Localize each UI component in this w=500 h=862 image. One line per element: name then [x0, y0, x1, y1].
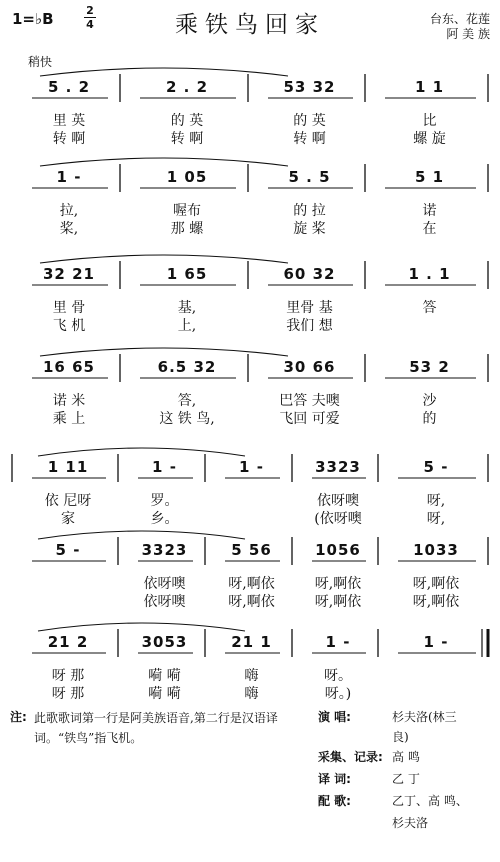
measure-notes: 1056	[315, 541, 361, 559]
lyric-line-1: 答	[422, 300, 437, 316]
slur	[40, 68, 288, 76]
credit-label: 译 词:	[318, 772, 351, 786]
footnote-label: 注:	[10, 710, 27, 724]
lyric-line-2: 这 铁 鸟,	[159, 411, 215, 427]
lyric-line-2: 呀,	[426, 511, 446, 527]
tempo-marking: 稍快	[28, 55, 53, 69]
measure-notes: 30 66	[283, 358, 336, 376]
measure-notes: 1 -	[56, 168, 82, 186]
measure-notes: 1 11	[47, 458, 89, 476]
slur	[40, 158, 288, 166]
measure-notes: 1 -	[423, 633, 449, 651]
origin-tribe: 阿 美 族	[446, 27, 490, 41]
lyric-line-1: 嗨	[244, 668, 259, 684]
slur	[40, 348, 288, 356]
measure-notes: 5 . 5	[288, 168, 331, 186]
credit-value: 乙 丁	[392, 772, 420, 786]
lyric-line-1: 依呀噢	[317, 493, 359, 509]
lyric-line-2: 嗨	[244, 686, 259, 702]
lyric-line-1: 里骨 基	[286, 300, 333, 316]
lyric-line-2: 呀。)	[324, 686, 352, 702]
lyric-line-2: 的	[422, 411, 437, 427]
slur	[40, 255, 288, 263]
measure-notes: 5 1	[414, 168, 445, 186]
credit-label: 采集、记录:	[318, 750, 383, 764]
lyric-line-1: 呀。	[324, 668, 352, 684]
lyric-line-1: 呀,	[426, 493, 446, 509]
lyric-line-2: 呀 那	[51, 686, 85, 702]
lyric-line-2: 呀,啊依	[228, 594, 275, 610]
lyric-line-1: 呀,啊依	[314, 576, 362, 592]
lyric-line-2: 飞 机	[52, 318, 86, 334]
lyric-line-1: 里 骨	[52, 300, 86, 316]
lyric-line-1: 呀,啊依	[228, 576, 275, 592]
measure-notes: 1 -	[325, 633, 351, 651]
lyric-line-1: 的 英	[293, 113, 326, 129]
measure-notes: 1 -	[152, 458, 177, 476]
lyric-line-2: 螺 旋	[413, 131, 446, 147]
lyric-line-2: 呀,啊依	[412, 594, 460, 610]
measure-notes: 1 65	[166, 265, 208, 283]
lyric-line-1: 沙	[422, 393, 437, 409]
lyric-line-1: 巴答 夫噢	[279, 393, 340, 409]
measure-notes: 3323	[141, 541, 188, 559]
measure-notes: 1 . 1	[408, 265, 451, 283]
credit-value: 高 鸣	[392, 750, 420, 764]
lyric-line-2: 乡。	[150, 511, 179, 527]
credit-label: 演 唱:	[318, 710, 351, 724]
lyric-line-1: 喔布	[173, 203, 201, 219]
song-title: 乘铁鸟回家	[175, 12, 325, 38]
measure-notes: 5 -	[423, 458, 449, 476]
lyric-line-1: 呀 那	[51, 668, 85, 684]
slur	[38, 448, 245, 456]
measure-notes: 21 2	[47, 633, 89, 651]
measure-notes: 1 -	[239, 458, 264, 476]
measure-notes: 1 05	[166, 168, 208, 186]
measure-notes: 5 -	[55, 541, 81, 559]
lyric-line-2: (依呀噢	[314, 511, 362, 527]
measure-notes: 21 1	[231, 633, 272, 651]
measure-notes: 1 1	[414, 78, 445, 96]
lyric-line-2: 转 啊	[170, 131, 204, 147]
lyric-line-1: 罗。	[150, 493, 179, 509]
lyric-line-1: 里 英	[52, 113, 86, 129]
lyric-line-2: 嗬 嗬	[148, 686, 181, 702]
lyric-line-2: 旋 桨	[293, 221, 326, 237]
slur	[38, 531, 245, 539]
lyric-line-1: 的 英	[170, 113, 204, 129]
lyric-line-1: 诺	[422, 203, 437, 219]
lyric-line-1: 呀,啊依	[412, 576, 460, 592]
measure-notes: 5 56	[231, 541, 272, 559]
lyric-line-2: 依呀噢	[143, 594, 186, 610]
credit-value: 杉夫洛(林三	[392, 710, 457, 724]
measure-notes: 2 . 2	[165, 78, 209, 96]
measure-notes: 3053	[141, 633, 188, 651]
measure-notes: 60 32	[283, 265, 336, 283]
measure-notes: 1033	[413, 541, 459, 559]
measure-notes: 53 2	[409, 358, 450, 376]
lyric-line-2: 呀,啊依	[314, 594, 362, 610]
credit-label: 配 歌:	[318, 794, 351, 808]
credit-value: 杉夫洛	[392, 816, 429, 830]
measure-notes: 5 . 2	[47, 78, 91, 96]
lyric-line-2: 桨,	[59, 221, 79, 237]
lyric-line-1: 依 尼呀	[44, 493, 92, 509]
meter-top: 2	[86, 4, 94, 17]
measure-notes: 6.5 32	[157, 358, 217, 376]
lyric-line-2: 乘 上	[52, 411, 86, 427]
measure-notes: 16 65	[43, 358, 95, 376]
lyric-line-1: 答,	[177, 393, 197, 409]
measure-notes: 3323	[315, 458, 361, 476]
lyric-line-1: 诺 米	[52, 393, 86, 409]
lyric-line-1: 基,	[177, 300, 197, 316]
slur	[38, 623, 245, 631]
lyric-line-2: 在	[422, 221, 437, 237]
measure-notes: 32 21	[43, 265, 95, 283]
lyric-line-2: 飞回 可爱	[279, 411, 340, 427]
lyric-line-2: 转 啊	[293, 131, 326, 147]
measure-notes: 53 32	[283, 78, 336, 96]
lyric-line-2: 上,	[177, 318, 197, 334]
key-signature: 1=♭B	[12, 10, 54, 28]
lyric-line-2: 家	[61, 511, 75, 527]
lyric-line-1: 的 拉	[293, 203, 326, 219]
lyric-line-1: 依呀噢	[143, 576, 186, 592]
credit-value: 良)	[392, 730, 409, 744]
lyric-line-1: 嗬 嗬	[148, 668, 181, 684]
credit-value: 乙丁、高 鸣、	[392, 794, 468, 808]
origin-region: 台东、花莲	[429, 12, 490, 26]
footnote-text: 此歌歌词第一行是阿美族语音,第二行是汉语译词。“铁鸟”指飞机。	[34, 711, 278, 745]
lyric-line-1: 拉,	[59, 203, 79, 219]
lyric-line-2: 我们 想	[286, 318, 333, 334]
lyric-line-1: 比	[422, 113, 437, 129]
lyric-line-2: 转 啊	[52, 131, 86, 147]
meter-bottom: 4	[86, 18, 94, 31]
lyric-line-2: 那 螺	[170, 221, 204, 237]
